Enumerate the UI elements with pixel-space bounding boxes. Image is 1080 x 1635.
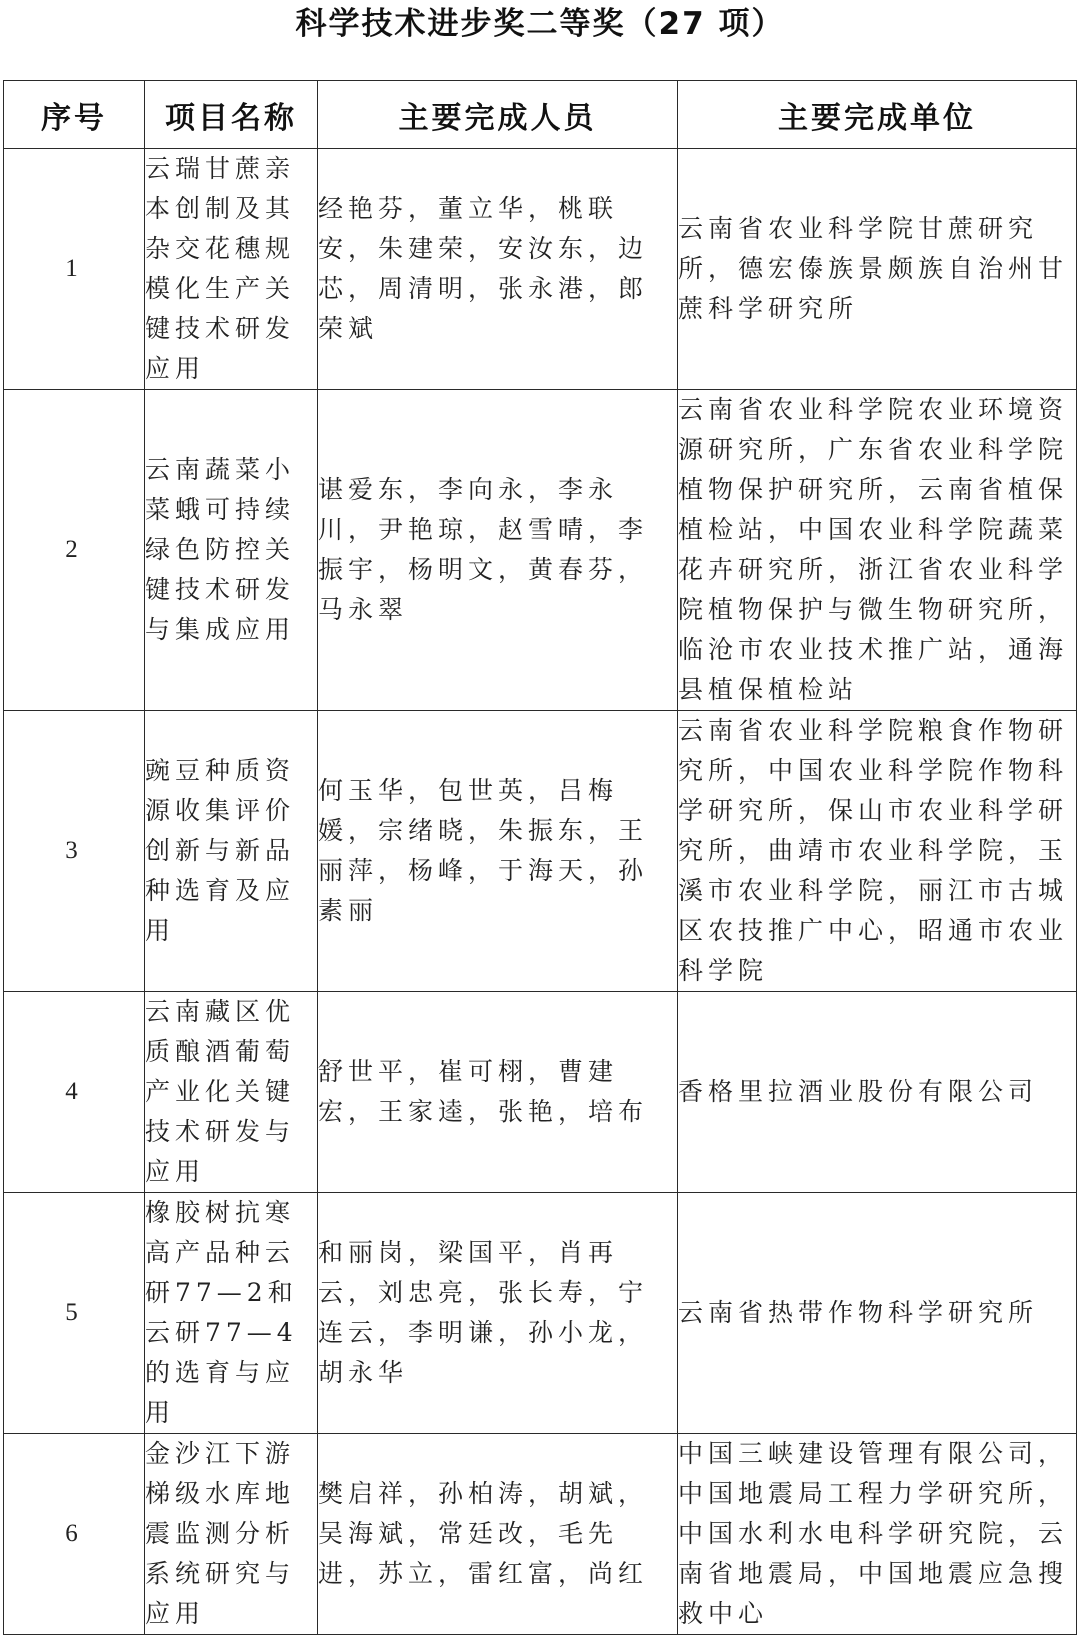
table-row: [4, 711, 1077, 992]
units-list: 云南省热带作物科学研究所: [678, 1298, 1039, 1327]
header-project-name: 项目名称: [145, 81, 318, 149]
units-list: 云南省农业科学院粮食作物研究所，中国农业科学院作物科学研究所，保山市农业科学研究所，曲靖市农业科学院，玉溪市农业科学院，丽江市古城区农技推广中心，昭通市农业科学院: [678, 716, 1069, 985]
personnel-cell: [318, 711, 678, 992]
row-index: 6: [4, 1434, 145, 1635]
personnel-list: 樊启祥，孙柏涛，胡斌，吴海斌，常廷改，毛先进，苏立，雷红富，尚红: [318, 1479, 649, 1588]
row-index: 5: [4, 1193, 145, 1434]
personnel-cell: [318, 1193, 678, 1434]
row-index: 3: [4, 711, 145, 992]
personnel-list: 经艳芬，董立华，桃联安，朱建荣，安汝东，边芯，周清明，张永港，郎荣斌: [318, 194, 649, 343]
project-name-cell: [145, 390, 318, 711]
personnel-cell: [318, 1434, 678, 1635]
project-name: 豌豆种质资源收集评价创新与新品种选育及应用: [145, 756, 296, 945]
personnel-list: 谌爱东，李向永，李永川，尹艳琼，赵雪晴，李振宇，杨明文，黄春芬，马永翠: [318, 475, 649, 624]
units-cell: [678, 149, 1077, 390]
table-header-row: [4, 81, 1077, 149]
units-cell: [678, 711, 1077, 992]
table-row: [4, 1434, 1077, 1635]
project-name: 云南蔬菜小菜蛾可持续绿色防控关键技术研发与集成应用: [145, 455, 296, 644]
row-index: 2: [4, 390, 145, 711]
project-name-cell: [145, 1434, 318, 1635]
table-row: [4, 1193, 1077, 1434]
units-list: 云南省农业科学院甘蔗研究所，德宏傣族景颇族自治州甘蔗科学研究所: [678, 214, 1069, 323]
project-name-cell: [145, 711, 318, 992]
table-row: [4, 390, 1077, 711]
project-name-cell: [145, 149, 318, 390]
project-name-cell: [145, 992, 318, 1193]
personnel-list: 舒世平，崔可栩，曹建宏，王家逵，张艳，培布: [318, 1057, 649, 1126]
personnel-list: 何玉华，包世英，吕梅媛，宗绪晓，朱振东，王丽萍，杨峰，于海天，孙素丽: [318, 776, 649, 925]
header-index: 序号: [4, 81, 145, 149]
header-main-personnel: 主要完成人员: [318, 81, 678, 149]
units-cell: [678, 1434, 1077, 1635]
units-list: 香格里拉酒业股份有限公司: [678, 1077, 1039, 1106]
units-cell: [678, 1193, 1077, 1434]
units-list: 中国三峡建设管理有限公司，中国地震局工程力学研究所，中国水利水电科学研究院，云南省地震局，中国地震应急搜救中心: [678, 1439, 1069, 1628]
units-list: 云南省农业科学院农业环境资源研究所，广东省农业科学院植物保护研究所，云南省植保植检站，中国农业科学院蔬菜花卉研究所，浙江省农业科学院植物保护与微生物研究所，临沧市农业技术推广站，通海县植保植检站: [678, 395, 1069, 704]
project-name: 云瑞甘蔗亲本创制及其杂交花穗规模化生产关键技术研发应用: [145, 154, 296, 383]
project-name: 橡胶树抗寒高产品种云研77—2和云研77—4的选育与应用: [145, 1198, 298, 1427]
table-row: [4, 149, 1077, 390]
project-name: 金沙江下游梯级水库地震监测分析系统研究与应用: [145, 1439, 296, 1628]
units-cell: [678, 390, 1077, 711]
units-cell: [678, 992, 1077, 1193]
project-name-cell: [145, 1193, 318, 1434]
row-index: 1: [4, 149, 145, 390]
awards-table: [3, 80, 1077, 1635]
project-name: 云南藏区优质酿酒葡萄产业化关键技术研发与应用: [145, 997, 296, 1186]
document-title: 科学技术进步奖二等奖（27 项）: [295, 6, 785, 42]
personnel-cell: [318, 992, 678, 1193]
personnel-cell: [318, 149, 678, 390]
table-row: [4, 992, 1077, 1193]
personnel-list: 和丽岗，梁国平，肖再云，刘忠亮，张长寿，宁连云，李明谦，孙小龙，胡永华: [318, 1238, 649, 1387]
personnel-cell: [318, 390, 678, 711]
row-index: 4: [4, 992, 145, 1193]
header-main-units: 主要完成单位: [678, 81, 1077, 149]
